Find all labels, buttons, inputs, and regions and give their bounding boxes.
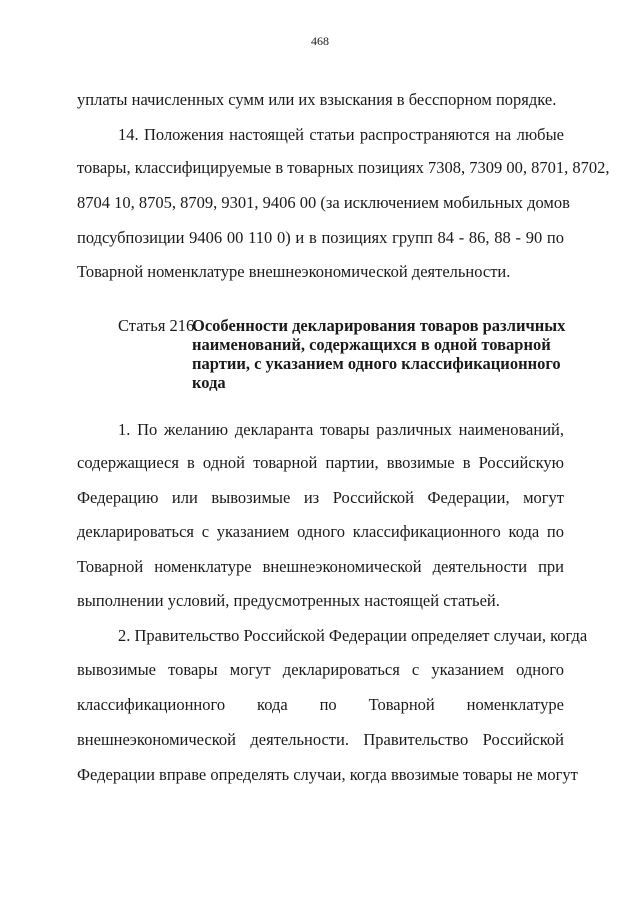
- text-line: Товарной номенклатуре внешнеэкономической деятельности.: [77, 262, 511, 281]
- article-title-line: кода: [192, 373, 226, 392]
- text-line: товары, классифицируемые в товарных позициях 7308, 7309 00, 8701, 8702,: [77, 158, 610, 177]
- article-title-line: Особенности декларирования товаров различных: [192, 316, 566, 335]
- text-line: 8704 10, 8705, 8709, 9301, 9406 00 (за исключением мобильных домов: [77, 193, 570, 212]
- text-line: 14. Положения настоящей статьи распространяются на любые: [118, 125, 564, 144]
- text-line: подсубпозиции 9406 00 110 0) и в позициях групп 84 - 86, 88 - 90 по: [77, 228, 564, 247]
- text-line: Товарной номенклатуре внешнеэкономической деятельности при: [77, 557, 564, 576]
- text-line: декларироваться с указанием одного классификационного кода по: [77, 522, 564, 541]
- page-number: 468: [311, 34, 329, 48]
- text-line: уплаты начисленных сумм или их взыскания в бесспорном порядке.: [77, 90, 557, 109]
- text-line: содержащиеся в одной товарной партии, ввозимые в Российскую: [77, 453, 564, 472]
- text-line: выполнении условий, предусмотренных настоящей статьей.: [77, 591, 500, 610]
- article-title-line: наименований, содержащихся в одной товарной: [192, 335, 551, 354]
- article-title: [192, 316, 566, 392]
- text-line: 2. Правительство Российской Федерации определяет случаи, когда: [118, 626, 588, 645]
- article-title-line: партии, с указанием одного классификационного: [192, 354, 561, 373]
- text-line: Федерацию или вывозимые из Российской Федерации, могут: [77, 488, 564, 507]
- text-line: внешнеэкономической деятельности. Правительство Российской: [77, 730, 564, 749]
- text-line: вывозимые товары могут декларироваться с указанием одного: [77, 660, 564, 679]
- text-line: Федерации вправе определять случаи, когда ввозимые товары не могут: [77, 765, 578, 784]
- text-line: классификационного кода по Товарной номенклатуре: [77, 695, 564, 714]
- article-label: Статья 216.: [118, 316, 199, 335]
- text-line: 1. По желанию декларанта товары различных наименований,: [118, 420, 564, 439]
